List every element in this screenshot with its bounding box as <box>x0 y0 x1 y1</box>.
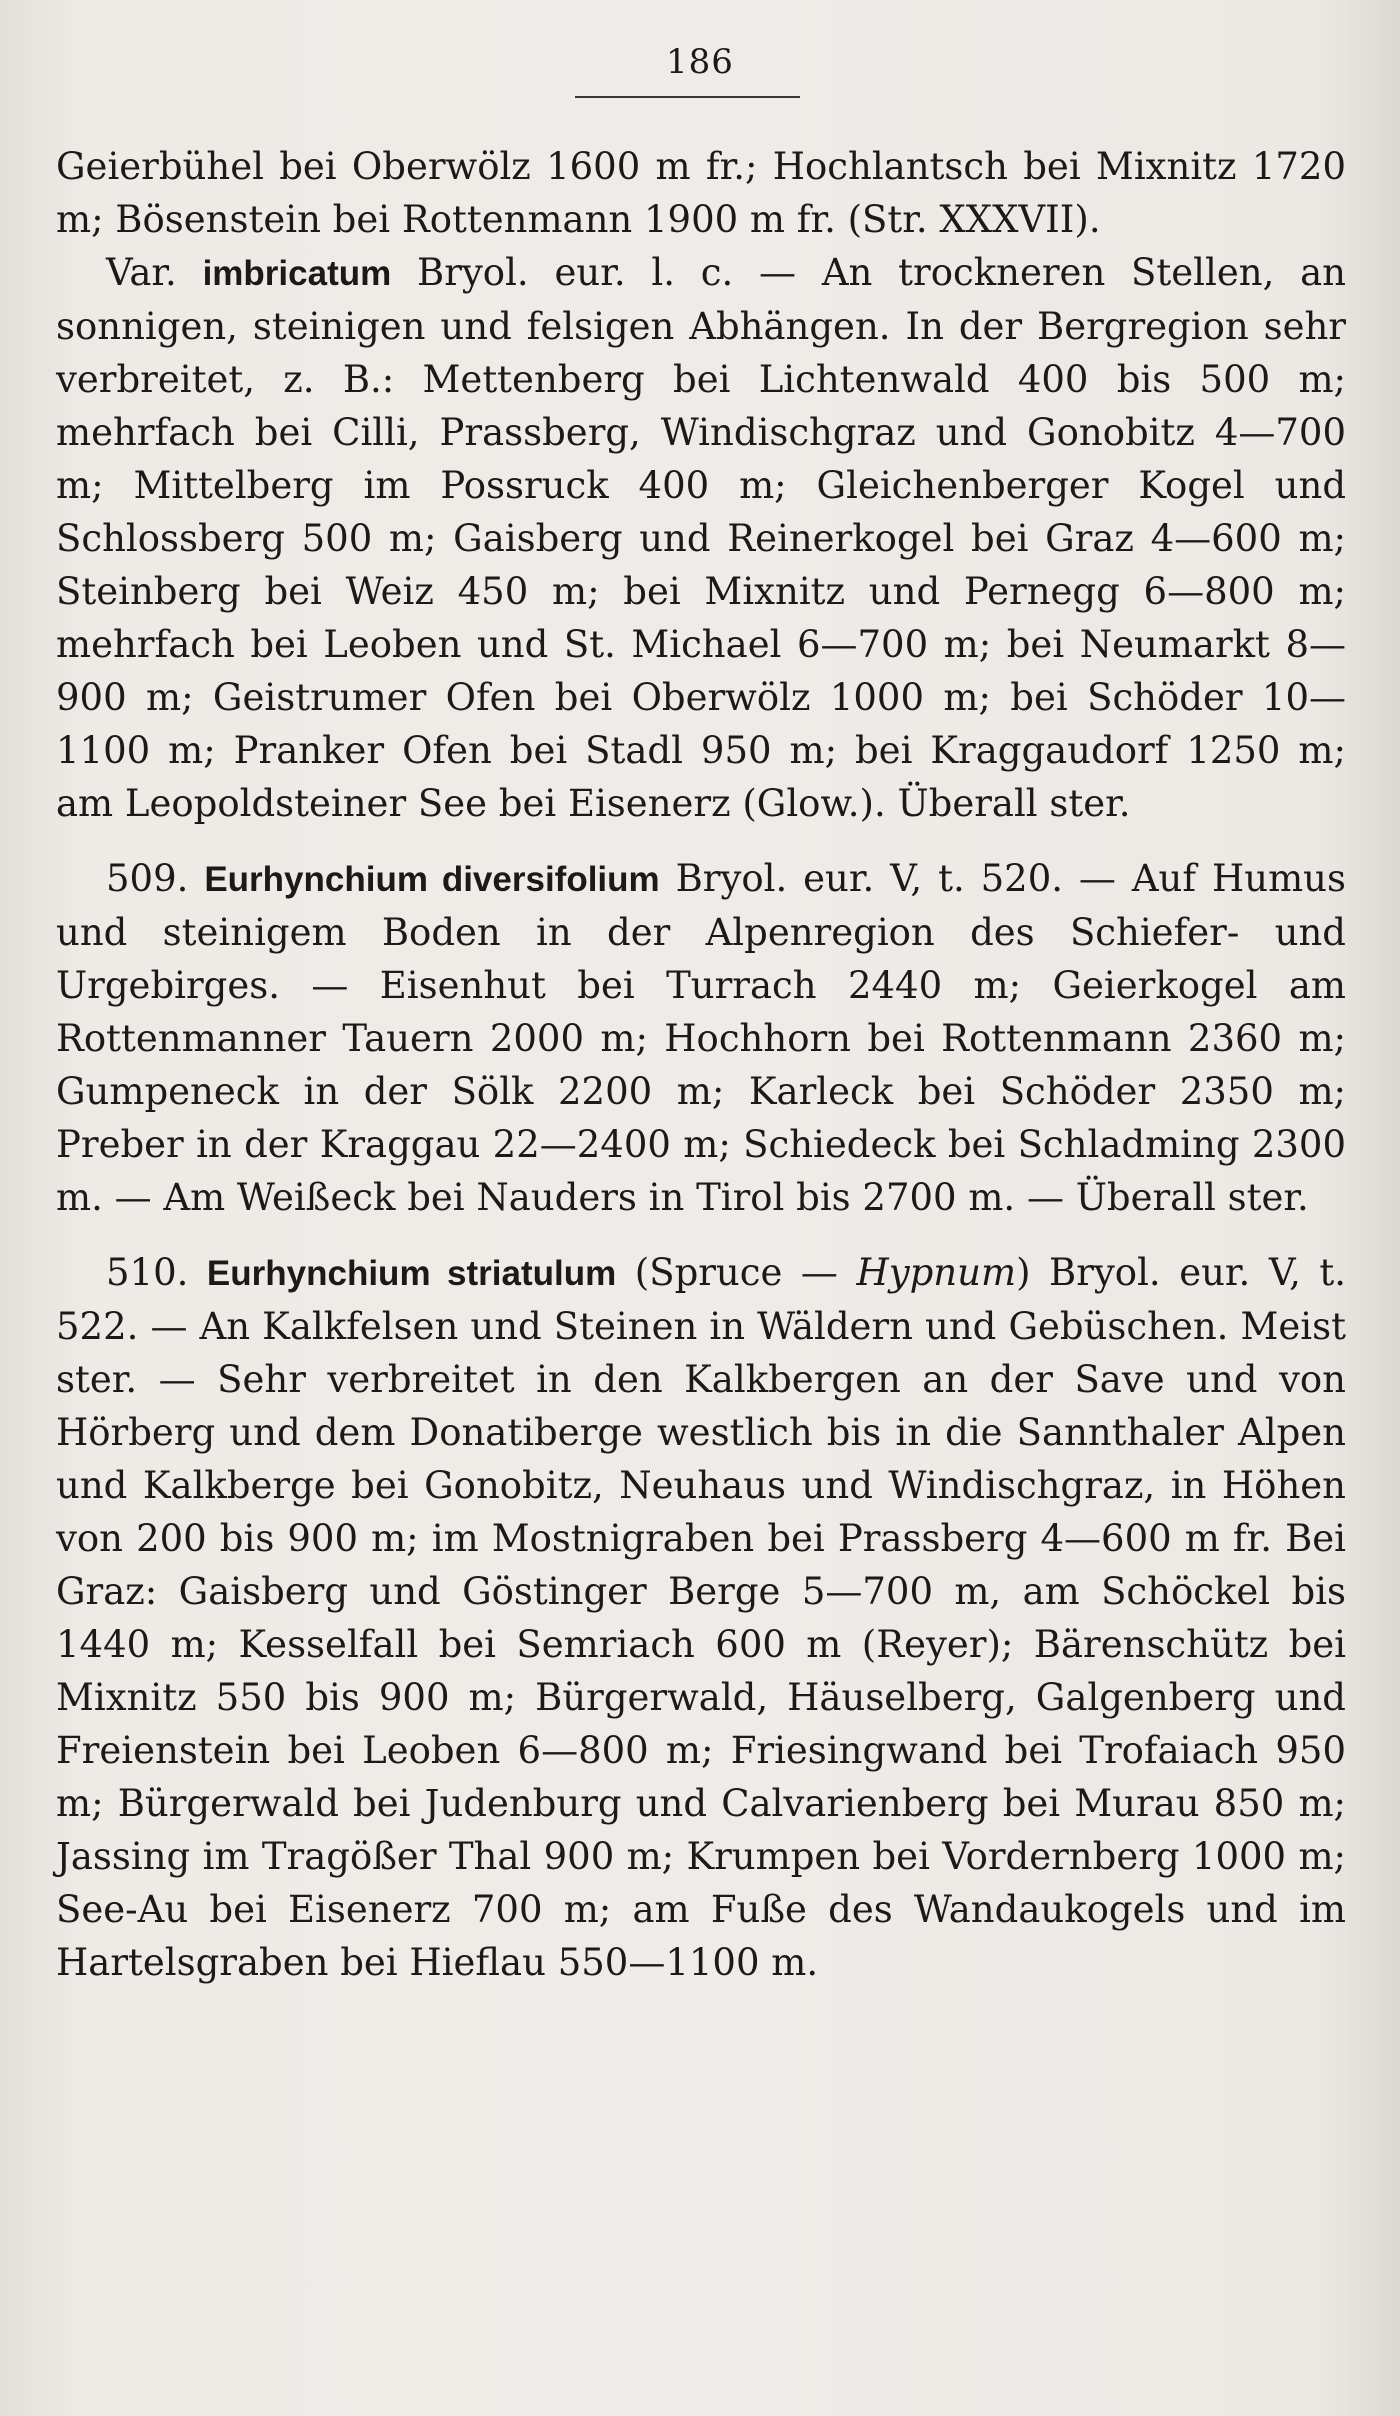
entry-number: 509. <box>106 857 189 900</box>
entry-number: 510. <box>106 1251 189 1294</box>
entry-text: Bryol. eur. V, t. 520. — Auf Humus und steinigem Boden in der Alpenregion des Schiefer- und Urgebirges. — Eisenhut bei Turrach 2440 m; Geierkogel am Rottenmanner Tauern 2000 m; Hochhorn bei Rottenmann 2360 m; Gumpeneck in der Sölk 2200 m; Karleck bei Schöder 2350 m; Preber in der Kraggau 22—2400 m; Schiedeck bei Schladming 2300 m. — Am Weißeck bei Nauders in Tirol bis 2700 m. — Überall ster. <box>56 857 1346 1219</box>
header-rule <box>575 96 800 98</box>
variety-paragraph <box>56 246 1346 830</box>
species-name: Eurhynchium diversifolium <box>204 860 660 899</box>
entry-509 <box>56 852 1346 1224</box>
intro-paragraph: Geierbühel bei Oberwölz 1600 m fr.; Hochlantsch bei Mixnitz 1720 m; Bösenstein bei Rottenmann 1900 m fr. (Str. XXXVII). <box>56 145 1346 241</box>
variety-prefix: Var. <box>106 251 177 294</box>
synonym-genus: Hypnum <box>856 1251 1017 1294</box>
entry-text: Bryol. eur. V, t. 522. — An Kalkfelsen und Steinen in Wäldern und Gebüschen. Meist ster. — Sehr verbreitet in den Kalkbergen an der Save und von Hörberg und dem Donatiberge westlich bis in die Sannthaler Alpen und Kalkberge bei Gonobitz, Neuhaus und Windischgraz, in Höhen von 200 bis 900 m; im Mostnigraben bei Prassberg 4—600 m fr. Bei Graz: Gaisberg und Göstinger Berge 5—700 m, am Schöckel bis 1440 m; Kesselfall bei Semriach 600 m (Reyer); Bärenschütz bei Mixnitz 550 bis 900 m; Bürgerwald, Häuselberg, Galgenberg und Freienstein bei Leoben 6—800 m; Friesingwand bei Trofaiach 950 m; Bürgerwald bei Judenburg und Calvarienberg bei Murau 850 m; Jassing im Tragößer Thal 900 m; Krumpen bei Vordernberg 1000 m; See-Au bei Eisenerz 700 m; am Fuße des Wandaukogels und im Hartelsgraben bei Hieflau 550—1100 m. <box>56 1251 1347 1984</box>
page-number: 186 <box>666 42 734 82</box>
synonym-open: (Spruce — <box>634 1251 838 1294</box>
page-header <box>0 42 1400 82</box>
variety-name: imbricatum <box>202 254 392 293</box>
entry-510 <box>56 1246 1346 1989</box>
body-text <box>56 140 1346 1989</box>
species-name: Eurhynchium striatulum <box>206 1254 617 1293</box>
synonym-close: ) <box>1016 1251 1031 1294</box>
variety-text: Bryol. eur. l. c. — An trockneren Stellen, an sonnigen, steinigen und felsigen Abhängen. In der Bergregion sehr verbreitet, z. B.: Mettenberg bei Lichtenwald 400 bis 500 m; mehrfach bei Cilli, Prassberg, Windischgraz und Gonobitz 4—700 m; Mittelberg im Possruck 400 m; Gleichenberger Kogel und Schlossberg 500 m; Gaisberg und Reinerkogel bei Graz 4—600 m; Steinberg bei Weiz 450 m; bei Mixnitz und Pernegg 6—800 m; mehrfach bei Leoben und St. Michael 6—700 m; bei Neumarkt 8—900 m; Geistrumer Ofen bei Oberwölz 1000 m; bei Schöder 10—1100 m; Pranker Ofen bei Stadl 950 m; bei Kraggaudorf 1250 m; am Leopoldsteiner See bei Eisenerz (Glow.). Überall ster. <box>56 251 1347 825</box>
